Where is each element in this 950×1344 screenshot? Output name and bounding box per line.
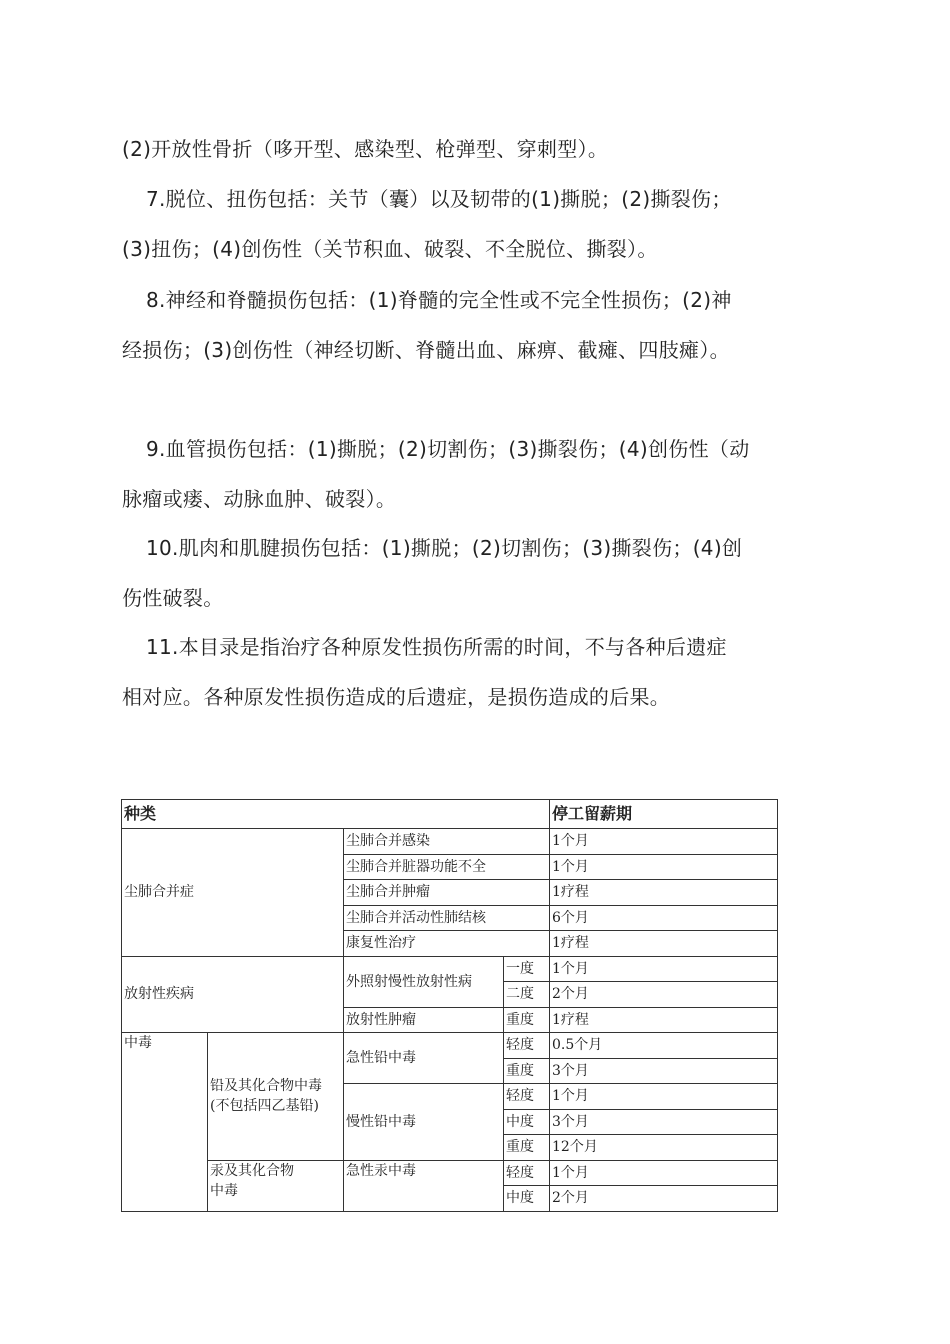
paragraph-dislocation: [122, 174, 826, 274]
subcategory-mercury: [208, 1160, 344, 1211]
paragraph-line: 伤性破裂。: [122, 586, 224, 610]
paragraph-line: 9.血管损伤包括：(1)撕脱；(2)切割伤；(3)撕裂伤；(4)创伤性（动: [146, 437, 750, 461]
degree-cell: 重度: [504, 1007, 550, 1033]
period-cell: 1疗程: [550, 1007, 778, 1033]
item-cell: 急性汞中毒: [344, 1160, 504, 1211]
subcategory-mercury-line: 汞及其化合物: [210, 1162, 294, 1179]
table-row: [122, 1160, 778, 1186]
degree-cell: 轻度: [504, 1033, 550, 1059]
paragraph-vascular-injury: [122, 424, 826, 524]
category-pneumoconiosis: 尘肺合并症: [122, 829, 344, 957]
degree-cell: 轻度: [504, 1160, 550, 1186]
paragraph-line: 经损伤；(3)创伤性（神经切断、脊髓出血、麻痹、截瘫、四肢瘫）。: [122, 338, 730, 362]
header-category: 种类: [122, 800, 550, 829]
period-cell: 1疗程: [550, 880, 778, 906]
degree-cell: 二度: [504, 982, 550, 1008]
paragraph-line: 脉瘤或瘘、动脉血肿、破裂）。: [122, 487, 397, 511]
degree-cell: 一度: [504, 956, 550, 982]
paragraph-line: (3)扭伤；(4)创伤性（关节积血、破裂、不全脱位、撕裂）。: [122, 237, 658, 261]
item-cell: 尘肺合并肿瘤: [344, 880, 550, 906]
period-cell: 1个月: [550, 854, 778, 880]
degree-cell: 中度: [504, 1109, 550, 1135]
paragraph-line: 8.神经和脊髓损伤包括：(1)脊髓的完全性或不完全性损伤；(2)神: [146, 288, 732, 312]
period-cell: 1疗程: [550, 931, 778, 957]
table-row: [122, 956, 778, 982]
sick-leave-table: [121, 799, 778, 1212]
subcategory-mercury-line: 中毒: [210, 1182, 238, 1199]
paragraph-open-fracture: [122, 124, 802, 174]
table-header-row: [122, 800, 778, 829]
period-cell: 2个月: [550, 1186, 778, 1212]
paragraph-line: 7.脱位、扭伤包括：关节（囊）以及韧带的(1)撕脱；(2)撕裂伤；: [146, 187, 732, 211]
degree-cell: 中度: [504, 1186, 550, 1212]
period-cell: 12个月: [550, 1135, 778, 1161]
item-cell: 尘肺合并脏器功能不全: [344, 854, 550, 880]
subcategory-lead-line: (不包括四乙基铅): [210, 1098, 319, 1115]
paragraph-muscle-injury: [122, 523, 826, 623]
period-cell: 3个月: [550, 1109, 778, 1135]
degree-cell: 重度: [504, 1135, 550, 1161]
period-cell: 3个月: [550, 1058, 778, 1084]
degree-cell: 轻度: [504, 1084, 550, 1110]
item-cell: 外照射慢性放射性病: [344, 956, 504, 1007]
item-cell: 放射性肿瘤: [344, 1007, 504, 1033]
item-cell: 康复性治疗: [344, 931, 550, 957]
degree-cell: 重度: [504, 1058, 550, 1084]
period-cell: 6个月: [550, 905, 778, 931]
paragraph-line: 相对应。各种原发性损伤造成的后遗症，是损伤造成的后果。: [122, 685, 671, 709]
table-row: [122, 1033, 778, 1059]
table-row: [122, 829, 778, 855]
paragraph-line: 11.本目录是指治疗各种原发性损伤所需的时间，不与各种后遗症: [146, 635, 727, 659]
header-period: 停工留薪期: [550, 800, 778, 829]
subcategory-lead-line: 铅及其化合物中毒: [210, 1078, 322, 1095]
category-radiation: 放射性疾病: [122, 956, 344, 1033]
period-cell: 0.5个月: [550, 1033, 778, 1059]
period-cell: 1个月: [550, 829, 778, 855]
period-cell: 1个月: [550, 1084, 778, 1110]
paragraph-catalog-note: [122, 622, 826, 722]
category-poisoning: 中毒: [122, 1033, 208, 1212]
item-cell: 尘肺合并活动性肺结核: [344, 905, 550, 931]
item-cell: 尘肺合并感染: [344, 829, 550, 855]
subcategory-lead: [208, 1033, 344, 1161]
item-cell: 慢性铅中毒: [344, 1084, 504, 1161]
item-cell: 急性铅中毒: [344, 1033, 504, 1084]
paragraph-line: (2)开放性骨折（哆开型、感染型、枪弹型、穿刺型）。: [122, 137, 609, 161]
period-cell: 2个月: [550, 982, 778, 1008]
paragraph-nerve-injury: [122, 275, 826, 375]
period-cell: 1个月: [550, 1160, 778, 1186]
period-cell: 1个月: [550, 956, 778, 982]
paragraph-line: 10.肌肉和肌腱损伤包括：(1)撕脱；(2)切割伤；(3)撕裂伤；(4)创: [146, 536, 743, 560]
